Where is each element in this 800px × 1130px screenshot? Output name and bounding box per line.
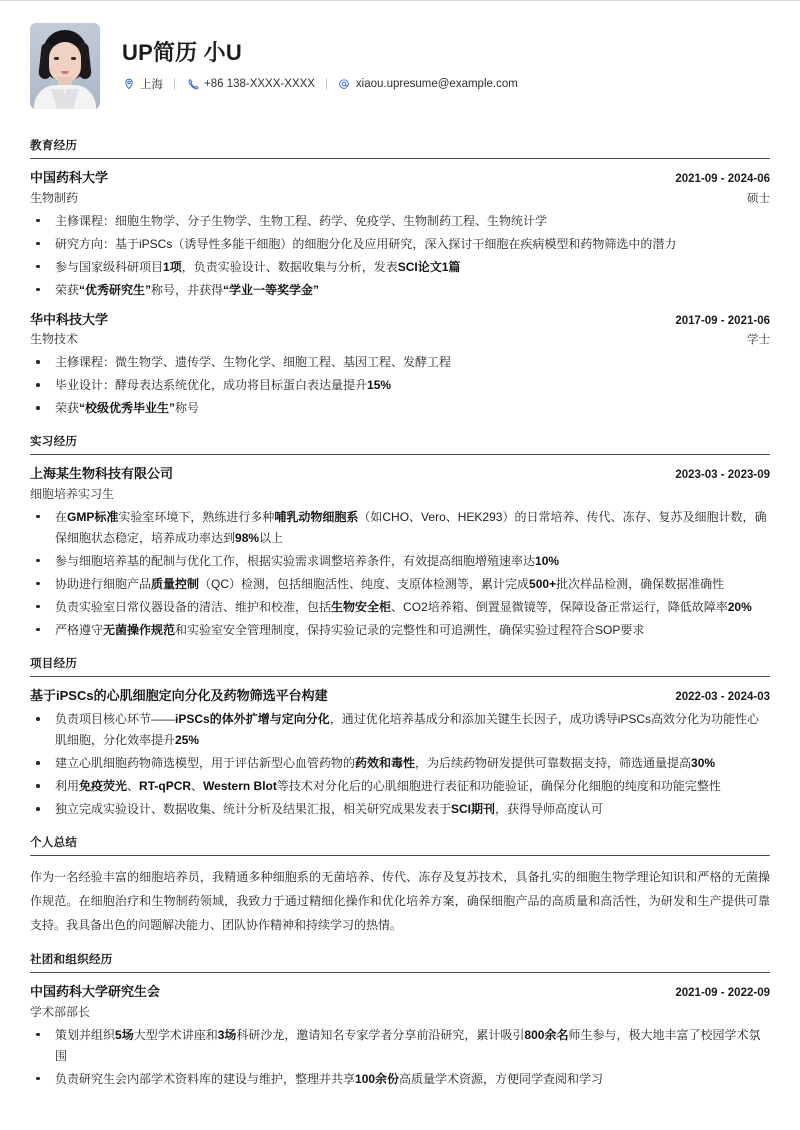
- bullet-item: 负责实验室日常仪器设备的清洁、维护和校准，包括生物安全柜、CO2培养箱、倒置显微镜等，保障设备正常运行，降低故障率20%: [30, 597, 770, 618]
- section-divider: [30, 676, 770, 677]
- bullet-item: 协助进行细胞产品质量控制（QC）检测，包括细胞活性、纯度、支原体检测等，累计完成500+批次样品检测，确保数据准确性: [30, 574, 770, 595]
- entry-date: 2021-09 - 2024-06: [675, 173, 770, 185]
- bullet-item: 主修课程：细胞生物学、分子生物学、生物工程、药学、免疫学、生物制药工程、生物统计学: [30, 211, 770, 232]
- contact-location-value: 上海: [140, 78, 163, 91]
- contact-list: [122, 76, 518, 92]
- resume-section-education: [30, 137, 770, 419]
- photo-eye-left: [54, 57, 59, 60]
- section-divider: [30, 454, 770, 455]
- bullet-item: 研究方向：基于iPSCs（诱导性多能干细胞）的细胞分化及应用研究，深入探讨干细胞在疾病模型和药物筛选中的潜力: [30, 234, 770, 255]
- entry-title: 基于iPSCs的心肌细胞定向分化及药物筛选平台构建: [30, 687, 328, 703]
- entry-bullet-list: [30, 709, 770, 820]
- resume-section-internship: [30, 433, 770, 641]
- contact-divider-1: [174, 78, 175, 90]
- resume-section-summary: [30, 834, 770, 937]
- section-title: 个人总结: [30, 837, 78, 849]
- contact-divider-2: [326, 78, 327, 90]
- section-title: 教育经历: [30, 140, 78, 152]
- entry-bullet-list: [30, 211, 770, 301]
- entry-title: 中国药科大学: [30, 170, 109, 185]
- bullet-item: 参与细胞培养基的配制与优化工作，根据实验需求调整培养条件，有效提高细胞增殖速率达10%: [30, 551, 770, 572]
- section-title: 实习经历: [30, 436, 78, 448]
- bullet-item: 毕业设计：酵母表达系统优化，成功将目标蛋白表达量提升15%: [30, 375, 770, 396]
- bullet-item: 参与国家级科研项目1项，负责实验设计、数据收集与分析，发表SCI论文1篇: [30, 257, 770, 278]
- section-divider: [30, 855, 770, 856]
- resume-header: [30, 1, 770, 123]
- entry-subheader: [30, 330, 770, 348]
- contact-phone: [186, 77, 315, 90]
- entry-subheader: [30, 189, 770, 207]
- entry-degree: 硕士: [747, 192, 770, 205]
- bullet-item: 在GMP标准实验室环境下，熟练进行多种哺乳动物细胞系（如CHO、Vero、HEK293）的日常培养、传代、冻存、复苏及细胞计数，确保细胞状态稳定，培养成功率达到98%以上: [30, 507, 770, 549]
- entry-header: [30, 168, 770, 188]
- phone-icon: [186, 77, 199, 90]
- bullet-item: 建立心肌细胞药物筛选模型，用于评估新型心血管药物的药效和毒性，为后续药物研发提供可靠数据支持，筛选通量提高30%: [30, 753, 770, 774]
- resume-entry: [30, 464, 770, 641]
- section-title: 项目经历: [30, 657, 78, 670]
- entry-subheader: [30, 1003, 770, 1021]
- entry-header: [30, 982, 770, 1002]
- contact-phone-value: +86 138-XXXX-XXXX: [204, 77, 315, 90]
- entry-bullet-list: [30, 352, 770, 419]
- entry-subheader: [30, 485, 770, 503]
- entry-header: [30, 464, 770, 484]
- resume-entry: [30, 168, 770, 301]
- entry-header: [30, 686, 770, 706]
- contact-location: [122, 76, 163, 92]
- identity-block: [122, 40, 518, 91]
- entry-title: 上海某生物科技有限公司: [30, 466, 174, 481]
- resume-entry: [30, 982, 770, 1090]
- photo-face: [49, 42, 81, 82]
- entry-subtitle: 生物技术: [30, 332, 79, 346]
- resume-section-project: [30, 655, 770, 821]
- resume-section-club: [30, 951, 770, 1090]
- entry-subtitle: 细胞培养实习生: [30, 486, 115, 501]
- entry-title: 华中科技大学: [30, 311, 109, 327]
- bullet-item: 独立完成实验设计、数据收集、统计分析及结果汇报，相关研究成果发表于SCI期刊，获得导师高度认可: [30, 799, 770, 820]
- bullet-item: 主修课程：微生物学、遗传学、生物化学、细胞工程、基因工程、发酵工程: [30, 352, 770, 373]
- bullet-item: 负责研究生会内部学术资料库的建设与维护，整理并共享100余份高质量学术资源，方便同学查阅和学习: [30, 1069, 770, 1090]
- entry-bullet-list: [30, 1025, 770, 1090]
- section-divider: [30, 158, 770, 159]
- contact-email-value: xiaou.upresume@example.com: [355, 77, 518, 90]
- entry-title: 中国药科大学研究生会: [30, 984, 161, 999]
- photo-eye-right: [71, 57, 76, 60]
- location-pin-icon: [122, 77, 135, 90]
- summary-paragraph: 作为一名经验丰富的细胞培养员，我精通多种细胞系的无菌培养、传代、冻存及复苏技术，具备扎实的细胞生物学理论知识和严格的无菌操作规范。在细胞治疗和生物制药领域，我致力于通过精细化操作和优化培养方案，确保细胞产品的高质量和高活性，为研发和生产提供可靠支持。我具备出色的问题解决能力、团队协作精神和持续学习的热情。: [30, 870, 770, 932]
- entry-degree: 学士: [747, 334, 770, 346]
- bullet-item: 严格遵守无菌操作规范和实验室安全管理制度，保持实验记录的完整性和可追溯性，确保实验过程符合SOP要求: [30, 620, 770, 641]
- entry-date: 2023-03 - 2023-09: [675, 469, 770, 481]
- bullet-item: 利用免疫荧光、RT-qPCR、Western Blot等技术对分化后的心肌细胞进行表征和功能验证，确保分化细胞的纯度和功能完整性: [30, 776, 770, 797]
- entry-header: [30, 310, 770, 330]
- entry-date: 2022-03 - 2024-03: [675, 690, 770, 703]
- bullet-item: 荣获“校级优秀毕业生”称号: [30, 398, 770, 419]
- entry-bullet-list: [30, 507, 770, 641]
- entry-date: 2021-09 - 2022-09: [675, 987, 770, 999]
- bullet-item: 策划并组织5场大型学术讲座和3场科研沙龙，邀请知名专家学者分享前沿研究，累计吸引800余名师生参与，极大地丰富了校园学术氛围: [30, 1025, 770, 1067]
- profile-photo: [30, 23, 100, 109]
- bullet-item: 负责项目核心环节——iPSCs的体外扩增与定向分化，通过优化培养基成分和添加关键生长因子，成功诱导iPSCs高效分化为功能性心肌细胞，分化效率提升25%: [30, 709, 770, 751]
- resume-entry: [30, 310, 770, 420]
- resume-sections: [30, 137, 770, 1090]
- section-title: 社团和组织经历: [30, 954, 113, 966]
- resume-entry: [30, 686, 770, 821]
- email-at-icon: [338, 77, 351, 90]
- contact-email: [338, 77, 518, 90]
- bullet-item: 荣获“优秀研究生”称号，并获得“学业一等奖学金”: [30, 280, 770, 301]
- candidate-name: UP简历 小U: [122, 40, 242, 66]
- entry-date: 2017-09 - 2021-06: [675, 314, 770, 327]
- entry-subtitle: 学术部部长: [30, 1004, 91, 1019]
- entry-subtitle: 生物制药: [30, 190, 79, 205]
- section-divider: [30, 972, 770, 973]
